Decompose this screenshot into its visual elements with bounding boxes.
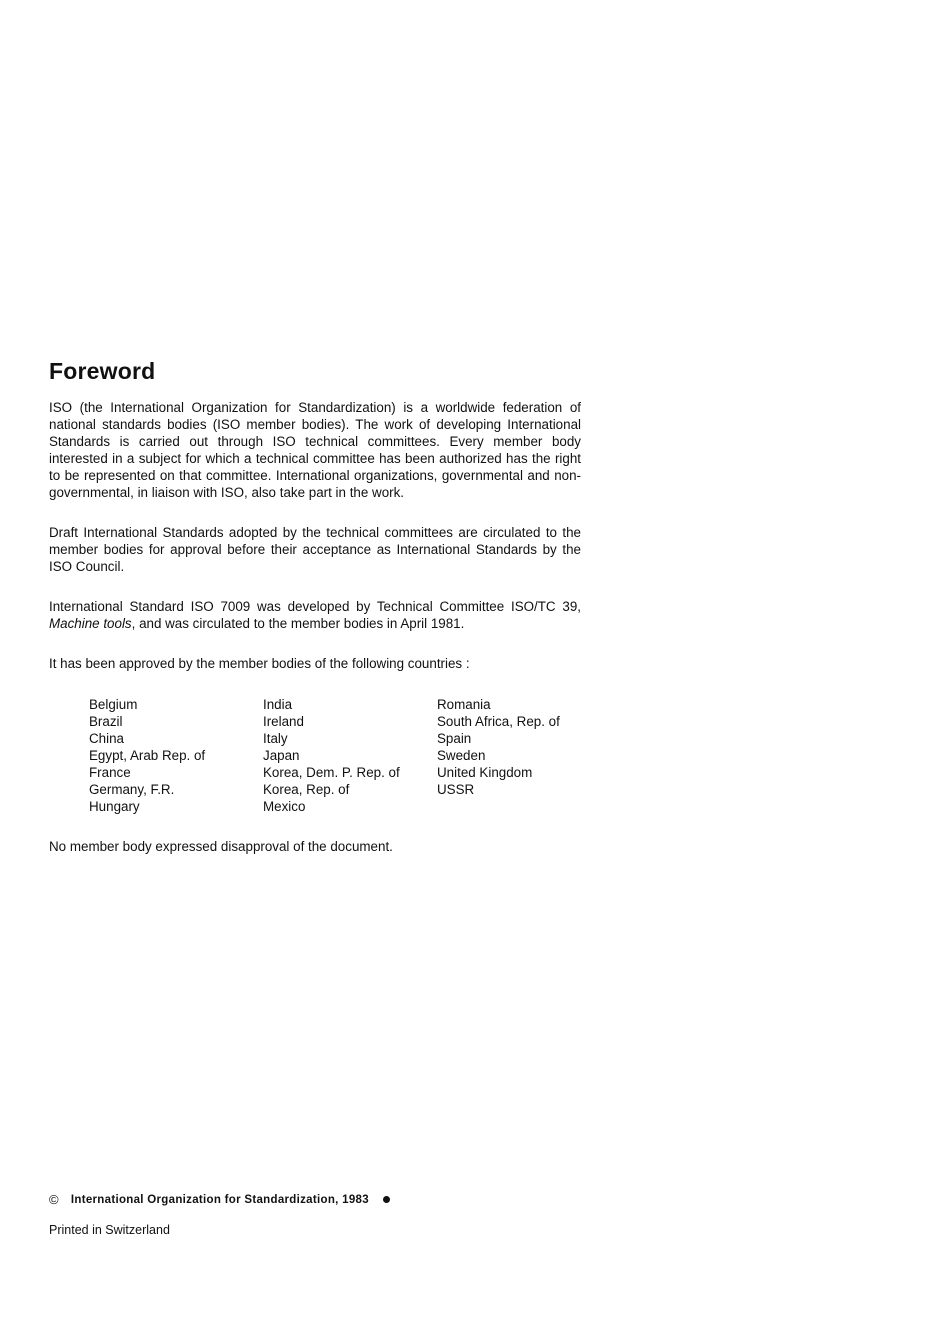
disapproval-paragraph: No member body expressed disapproval of the document. (49, 839, 393, 854)
development-paragraph (49, 598, 581, 632)
country-item: Korea, Dem. P. Rep. of (263, 765, 400, 780)
country-item: Japan (263, 748, 300, 763)
country-item: Sweden (437, 748, 486, 763)
copyright-text: International Organization for Standardization, 1983 (70, 1193, 369, 1206)
intro-paragraph: ISO (the International Organization for Standardization) is a worldwide federation of national standards bodies (ISO member bodies). The work of developing International Standards is carried out through ISO technical committees. Every member body interested in a subject for which a technical committee has been authorized has the right to be represented on that committee. International organizations, governmental and non-governmental, in liaison with ISO, also take part in the work. (49, 400, 581, 500)
country-item: Italy (263, 731, 288, 746)
country-item: Egypt, Arab Rep. of (89, 748, 206, 763)
country-item: India (263, 697, 293, 712)
country-item: Mexico (263, 799, 306, 814)
country-item: Korea, Rep. of (263, 782, 350, 797)
country-item: Belgium (89, 697, 138, 712)
committee-title-italic: Machine tools (49, 616, 132, 631)
copyright-icon: © (49, 1192, 59, 1207)
copyright-line (49, 1192, 390, 1207)
printed-note: Printed in Switzerland (49, 1223, 170, 1237)
countries-column-1 (89, 696, 263, 815)
country-item: United Kingdom (437, 765, 533, 780)
country-item: Romania (437, 697, 491, 712)
country-item: Brazil (89, 714, 123, 729)
country-item: Germany, F.R. (89, 782, 175, 797)
country-item: Spain (437, 731, 472, 746)
country-item: Ireland (263, 714, 304, 729)
bullet-icon (383, 1196, 390, 1203)
development-text-start: International Standard ISO 7009 was developed by Technical Committee ISO/TC 39, (49, 599, 581, 614)
development-text-end: , and was circulated to the member bodies in April 1981. (131, 616, 465, 631)
approval-paragraph: It has been approved by the member bodies of the following countries : (49, 656, 470, 671)
page-title: Foreword (49, 358, 156, 384)
country-item: USSR (437, 782, 475, 797)
country-item: Hungary (89, 799, 140, 814)
countries-column-3 (437, 696, 611, 815)
country-item: South Africa, Rep. of (437, 714, 560, 729)
countries-list (89, 696, 611, 815)
country-item: France (89, 765, 131, 780)
countries-column-2 (263, 696, 437, 815)
country-item: China (89, 731, 124, 746)
draft-standards-paragraph: Draft International Standards adopted by the technical committees are circulated to the member bodies for approval before their acceptance as International Standards by the ISO Council. (49, 525, 581, 574)
